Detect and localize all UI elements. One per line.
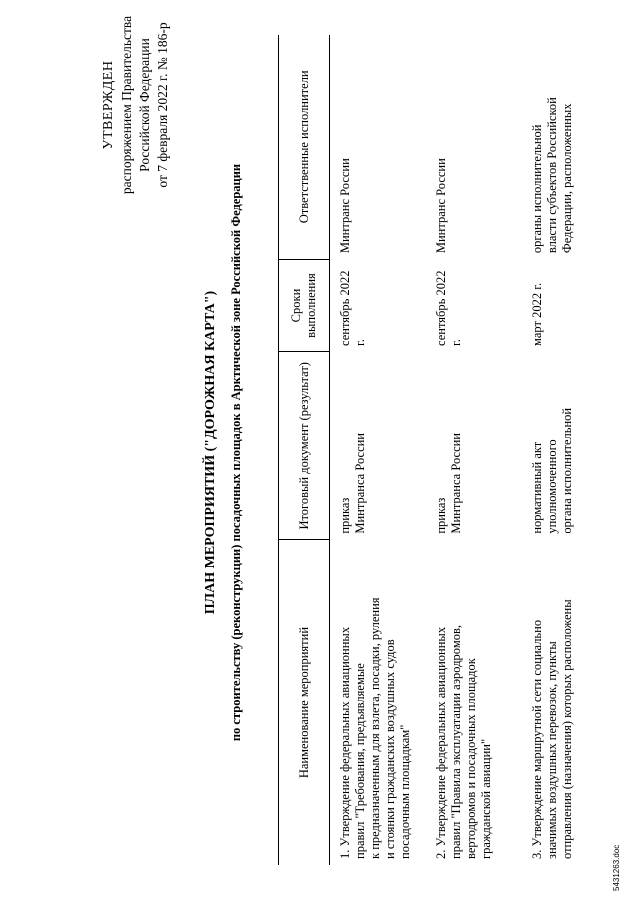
row-deadline-cell: сентябрь 2022 г.	[434, 270, 463, 346]
row-document-cell	[330, 352, 427, 540]
approval-stamp: УТВЕРЖДЕН	[101, 60, 116, 150]
document-title: ПЛАН МЕРОПРИЯТИЙ ("ДОРОЖНАЯ КАРТА")	[203, 290, 218, 615]
cell-line: значимых воздушных перевозок, пункты	[545, 641, 559, 859]
file-reference: 5431263.doc	[612, 844, 621, 891]
row-responsible-cell	[330, 35, 427, 259]
cell-line: посадочным площадкам"	[398, 724, 412, 859]
cell-line: Минтранса России	[449, 433, 463, 534]
cell-line: органы исполнительной	[530, 124, 544, 254]
cell-line: органа исполнительной	[560, 407, 574, 534]
row-responsible-cell	[426, 35, 522, 259]
table-row	[330, 35, 427, 865]
cell-line: власти субъектов Российской	[545, 97, 559, 254]
cell-line: вертодромов и посадочных площадок	[464, 658, 478, 859]
cell-line: гражданской авиации"	[479, 738, 493, 859]
approval-line: Российской Федерации	[137, 38, 152, 172]
header-deadline: Сроки выполнения	[279, 259, 330, 352]
row-document-cell	[522, 352, 596, 540]
table-row	[522, 35, 596, 865]
cell-line: Минтранс России	[338, 158, 352, 254]
cell-line: Минтранса России	[353, 433, 367, 534]
cell-line: правил "Правила эксплуатации аэродромов,	[449, 624, 463, 859]
approval-block	[100, 0, 172, 225]
row-responsible-cell	[522, 35, 596, 259]
cell-line: приказ	[338, 497, 352, 534]
table-row	[426, 35, 522, 865]
row-deadline-cell: сентябрь 2022 г.	[338, 270, 367, 346]
cell-line: уполномоченного	[545, 439, 559, 534]
header-responsible: Ответственные исполнители	[279, 35, 330, 259]
cell-line: 1. Утверждение федеральных авиационных	[338, 626, 352, 859]
header-document: Итоговый документ (результат)	[279, 352, 330, 540]
cell-line: отправления (назначения) которых расположены	[560, 599, 574, 859]
cell-line: нормативный акт	[530, 441, 544, 534]
row-name-cell	[426, 540, 522, 865]
cell-line: к предназначенным для взлета, посадки, руления	[368, 597, 382, 859]
cell-line: Федерации, расположенных	[560, 103, 574, 254]
cell-line: 2. Утверждение федеральных авиационных	[434, 626, 448, 859]
plan-table	[278, 35, 596, 865]
approval-line: распоряжением Правительства	[119, 15, 134, 195]
row-deadline-cell: март 2022 г.	[530, 282, 544, 346]
cell-line: приказ	[434, 497, 448, 534]
cell-line: правил "Требования, предъявляемые	[353, 663, 367, 859]
cell-line: и стоянки гражданских воздушных судов	[383, 639, 397, 859]
header-name: Наименование мероприятий	[279, 540, 330, 865]
approval-date-number: от 7 февраля 2022 г. № 186-р	[155, 22, 170, 188]
document-subtitle: по строительству (реконструкции) посадочных площадок в Арктической зоне Российской Федерации	[229, 163, 243, 742]
table-header-row	[279, 35, 330, 865]
cell-line: Минтранс России	[434, 158, 448, 254]
row-name-cell	[522, 540, 596, 865]
row-name-cell	[330, 540, 427, 865]
cell-line: 3. Утверждение маршрутной сети социально	[530, 619, 544, 859]
row-document-cell	[426, 352, 522, 540]
